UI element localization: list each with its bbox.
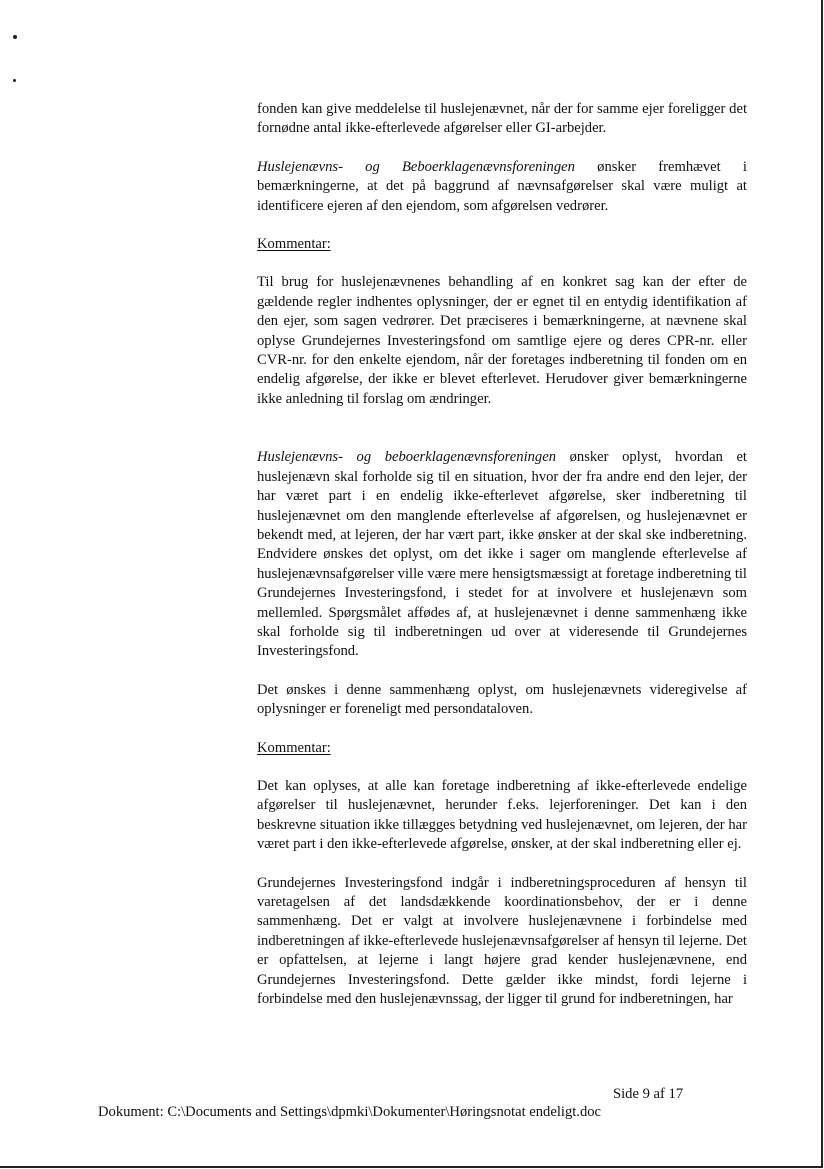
document-body: [257, 100, 747, 1009]
organization-name: Huslejenævns- og Beboerklagenævnsforeningen: [257, 158, 575, 175]
page-number: Side 9 af 17: [613, 1086, 684, 1102]
comment-heading: Kommentar:: [257, 739, 331, 756]
paragraph-text: ønsker oplyst, hvordan et huslejenævn skal forholde sig til en situation, hvor der fra andre end den lejer, der har været part i en endelig ikke-efterlevet afgørelse, sker indberetning til huslejenævnet om den manglende efterlevelse af afgørelsen, og huslejenævnet er bekendt med, at lejeren, der har vært part, ikke ønsker at der skal ske indberetning. Endvidere ønskes det oplyst, om det ikke i sager om manglende efterlevelse af huslejenævnsafgørelser ville være mere hensigtsmæssigt at foretage indberetning til Grundejernes Investeringsfond, i stedet for at involvere et huslejenævn som mellemled. Spørgsmålet affødes af, at huslejenævnet i denne sammenhæng ikke skal forholde sig til indberetningen ud over at videresende til Grundejernes Investeringsfond.: [257, 449, 747, 660]
paragraph-foreningen-request: [257, 158, 747, 216]
comment-heading: Kommentar:: [257, 236, 331, 253]
document-path: Dokument: C:\Documents and Settings\dpmki\Dokumenter\Høringsnotat endeligt.doc: [98, 1104, 602, 1120]
paragraph-foreningen-question: [257, 448, 747, 661]
paragraph-text: ønsker fremhævet i bemærkningerne, at det på baggrund af nævnsafgørelser skal være muligt at identificere ejeren af den ejendom, som afgørelsen vedrører.: [257, 158, 747, 214]
paragraph-continuation: fonden kan give meddelelse til huslejenævnet, når der for samme ejer foreligger det fornødne antal ikke-efterlevede afgørelser eller GI-arbejder.: [257, 101, 747, 137]
margin-dot: [13, 35, 17, 39]
paragraph-comment-3: Grundejernes Investeringsfond indgår i indberetningsproceduren af hensyn til varetagelsen af det landsdækkende koordinationsbehov, der er i denne sammenhæng. Det er valgt at involvere huslejenævnene i forbindelse med indberetningen af ikke-efterlevede huslejenævnsafgørelser af hensyn til lejerne. Det er opfattelsen, at lejerne i langt højere grad kender huslejenævnene, end Grundejernes Investeringsfond. Dette gælder ikke mindst, fordi lejerne i forbindelse med den huslejenævnssag, der ligger til grund for indberetningen, har: [257, 874, 747, 1008]
paragraph-persondata-question: Det ønskes i denne sammenhæng oplyst, om huslejenævnets videregivelse af oplysninger er foreneligt med persondataloven.: [257, 681, 747, 718]
organization-name: Huslejenævns- og beboerklagenævnsforeningen: [257, 449, 557, 466]
paragraph-comment-2: Det kan oplyses, at alle kan foretage indberetning af ikke-efterlevede endelige afgørelser til huslejenævnet, herunder f.eks. lejerforeninger. Det kan i den beskrevne situation ikke tillægges betydning ved huslejenævnet, om lejeren, der har været part i den ikke-efterlevede afgørelse, ønsker, at der skal indberetning eller ej.: [257, 777, 747, 853]
paragraph-comment-1: Til brug for huslejenævnenes behandling af en konkret sag kan der efter de gældende regler indhentes oplysninger, der er egnet til en entydig identifikation af den ejer, som sagen vedrører. Det præciseres i bemærkningerne, at nævnene skal oplyse Grundejernes Investeringsfond om samtlige ejere og deres CPR-nr. eller CVR-nr. for den enkelte ejendom, når der foretages indberetning til fonden om en endelig afgørelse, der ikke er blevet efterlevet. Herudover giver bemærkningerne ikke anledning til forslag om ændringer.: [257, 274, 747, 407]
margin-dot: [13, 79, 16, 82]
